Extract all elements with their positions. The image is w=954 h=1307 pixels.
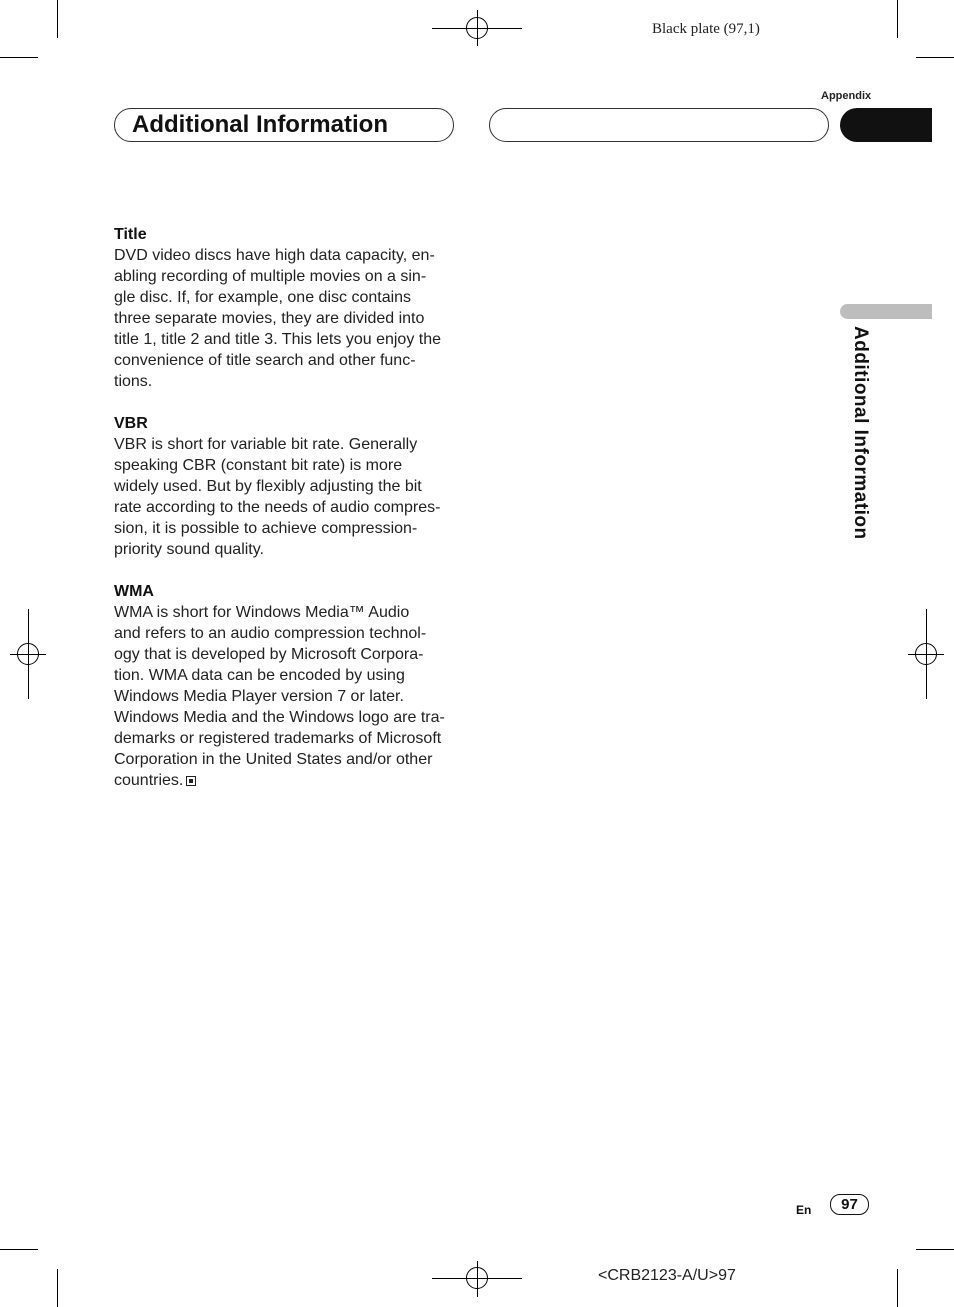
header-tab (840, 108, 932, 142)
body-line: sion, it is possible to achieve compression- (114, 520, 418, 537)
header-empty-box (489, 108, 829, 142)
body-line: VBR is short for variable bit rate. Generally (114, 436, 418, 453)
crop-mark (57, 0, 58, 38)
body-line: tion. WMA data can be encoded by using (114, 667, 405, 684)
body-line: convenience of title search and other func- (114, 352, 416, 369)
registration-circle (915, 643, 937, 665)
body-line: Corporation in the United States and/or other (114, 751, 433, 768)
page-number: 97 (830, 1194, 869, 1215)
body-line: Windows Media and the Windows logo are tra- (114, 709, 445, 726)
side-tab (840, 304, 932, 319)
side-tab-label: Additional Information (850, 326, 871, 540)
end-of-section-icon (186, 776, 196, 786)
body-line: rate according to the needs of audio compres- (114, 499, 441, 516)
section-body (114, 602, 459, 791)
section-label: Appendix (821, 90, 872, 102)
registration-circle (466, 17, 488, 39)
crop-mark (916, 1249, 954, 1250)
section-body (114, 245, 459, 392)
body-line: priority sound quality. (114, 541, 264, 558)
registration-circle (17, 643, 39, 665)
section-body (114, 434, 459, 560)
plate-label: Black plate (97,1) (652, 21, 760, 37)
body-line: ogy that is developed by Microsoft Corpora- (114, 646, 424, 663)
body-line: abling recording of multiple movies on a sin- (114, 268, 427, 285)
page-title: Additional Information (132, 111, 388, 138)
footer-code: <CRB2123-A/U>97 (598, 1267, 736, 1284)
body-line: WMA is short for Windows Media™ Audio (114, 604, 410, 621)
section-heading: Title (114, 226, 147, 243)
body-line: tions. (114, 373, 153, 390)
header-title-box (114, 108, 454, 142)
section-wma (114, 581, 459, 791)
main-content (114, 224, 459, 812)
crop-mark (0, 1249, 38, 1250)
registration-circle (466, 1267, 488, 1289)
body-line-last (114, 770, 459, 791)
body-line: widely used. But by flexibly adjusting the bit (114, 478, 422, 495)
crop-mark (897, 1269, 898, 1307)
section-heading: WMA (114, 583, 154, 600)
body-line: Windows Media Player version 7 or later. (114, 688, 404, 705)
body-line: and refers to an audio compression technol- (114, 625, 427, 642)
crop-mark (57, 1269, 58, 1307)
crop-mark (897, 0, 898, 38)
body-line: countries. (114, 772, 184, 789)
section-title (114, 224, 459, 392)
body-line: gle disc. If, for example, one disc contains (114, 289, 412, 306)
crop-mark (0, 57, 38, 58)
body-line: title 1, title 2 and title 3. This lets you enjoy the (114, 331, 441, 348)
language-label: En (796, 1203, 812, 1217)
section-heading: VBR (114, 415, 148, 432)
crop-mark (916, 57, 954, 58)
body-line: demarks or registered trademarks of Microsoft (114, 730, 442, 747)
section-vbr (114, 413, 459, 560)
body-line: DVD video discs have high data capacity, en- (114, 247, 435, 264)
body-line: three separate movies, they are divided into (114, 310, 425, 327)
body-line: speaking CBR (constant bit rate) is more (114, 457, 403, 474)
